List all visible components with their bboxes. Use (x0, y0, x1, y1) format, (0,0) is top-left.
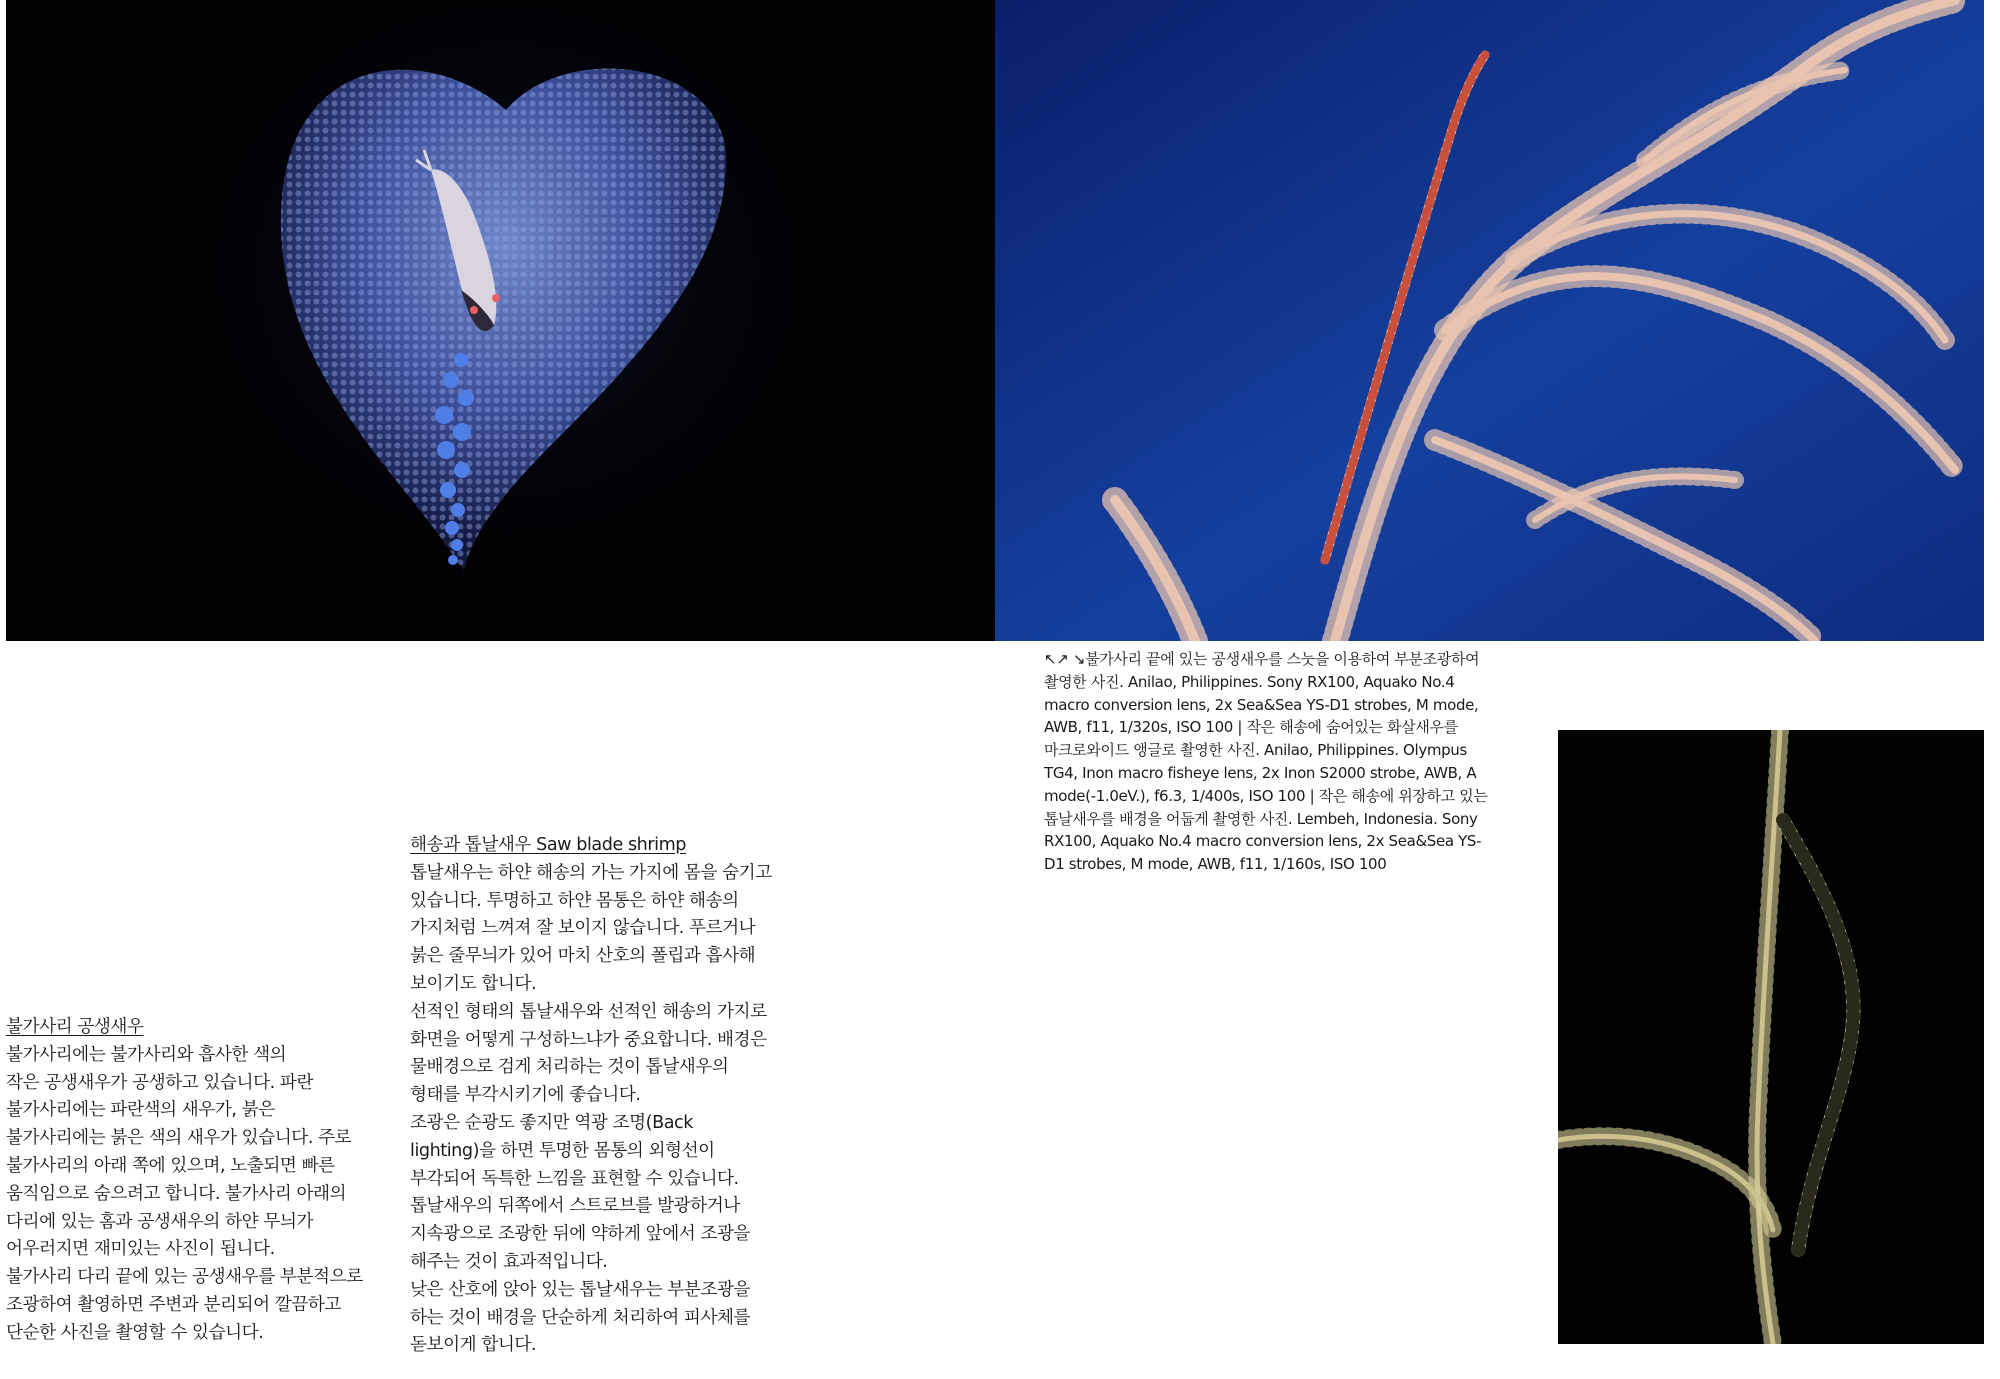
sea-whip-shrimp-photo (995, 0, 1984, 641)
caption-line: TG4, Inon macro fisheye lens, 2x Inon S2000 strobe, AWB, A (1044, 763, 1477, 782)
article-line: 단순한 사진을 촬영할 수 있습니다. (6, 1322, 264, 1343)
article-line: 보이기도 합니다. (410, 973, 537, 994)
article-line: 물배경으로 검게 처리하는 것이 톱날새우의 (410, 1057, 729, 1078)
article-heading: 해송과 톱날새우 Saw blade shrimp (410, 835, 687, 855)
caption-line: 불가사리 끝에 있는 공생새우를 스눗을 이용하여 부분조광하여 (1085, 650, 1480, 668)
starfish-shrimp-article (6, 1014, 386, 1348)
starfish-shrimp-photo (6, 0, 995, 641)
article-line: 불가사리에는 붉은 색의 새우가 있습니다. 주로 (6, 1128, 352, 1149)
whip-shrimp-photo (1558, 730, 1984, 1344)
article-line: 움직임으로 숨으려고 합니다. 불가사리 아래의 (6, 1183, 347, 1204)
caption-line: 톱날새우를 배경을 어둡게 촬영한 사진. Lembeh, Indonesia. Sony (1044, 809, 1478, 828)
caption-line: 촬영한 사진. Anilao, Philippines. Sony RX100, Aquako No.4 (1044, 672, 1455, 691)
article-line: 톱날새우의 뒤쪽에서 스트로브를 발광하거나 (410, 1196, 740, 1217)
article-line: 낮은 산호에 앉아 있는 톱날새우는 부분조광을 (410, 1279, 751, 1300)
article-line: 하는 것이 배경을 단순하게 처리하여 피사체를 (410, 1307, 751, 1328)
caption-line: mode(-1.0eV.), f6.3, 1/400s, ISO 100 | 작은 해송에 위장하고 있는 (1044, 786, 1488, 805)
photo-caption (1044, 648, 1520, 876)
article-heading: 불가사리 공생새우 (6, 1017, 144, 1037)
article-line: 있습니다. 투명하고 하얀 몸통은 하얀 해송의 (410, 890, 739, 911)
article-line: 붉은 줄무늬가 있어 마치 산호의 폴립과 흡사해 (410, 946, 756, 967)
caption-line: 마크로와이드 앵글로 촬영한 사진. Anilao, Philippines. Olympus (1044, 741, 1467, 760)
article-line: 화면을 어떻게 구성하느냐가 중요합니다. 배경은 (410, 1029, 767, 1050)
caption-line: RX100, Aquako No.4 macro conversion lens, 2x Sea&Sea YS- (1044, 832, 1482, 851)
article-line: 지속광으로 조광한 뒤에 약하게 앞에서 조광을 (410, 1224, 751, 1245)
article-line: 작은 공생새우가 공생하고 있습니다. 파란 (6, 1072, 313, 1093)
caption-arrows: ↖↗ ↘ (1044, 650, 1086, 668)
article-line: 부각되어 독특한 느낌을 표현할 수 있습니다. (410, 1168, 739, 1189)
article-line: 조광하여 촬영하면 주변과 분리되어 깔끔하고 (6, 1294, 341, 1315)
caption-line: AWB, f11, 1/320s, ISO 100 | 작은 해송에 숨어있는 화살새우를 (1044, 718, 1458, 737)
article-line: 톱날새우는 하얀 해송의 가는 가지에 몸을 숨기고 (410, 862, 772, 883)
article-line: 불가사리 다리 끝에 있는 공생새우를 부분적으로 (6, 1267, 363, 1288)
article-line: 선적인 형태의 톱날새우와 선적인 해송의 가지로 (410, 1001, 767, 1022)
caption-line: macro conversion lens, 2x Sea&Sea YS-D1 strobes, M mode, (1044, 695, 1479, 714)
article-line: 가지처럼 느껴져 잘 보이지 않습니다. 푸르거나 (410, 918, 756, 939)
article-line: 해주는 것이 효과적입니다. (410, 1251, 608, 1272)
article-line: 불가사리의 아래 쪽에 있으며, 노출되면 빠른 (6, 1155, 335, 1176)
article-line: 조광은 순광도 좋지만 역광 조명(Back (410, 1112, 693, 1133)
article-line: 다리에 있는 홈과 공생새우의 하얀 무늬가 (6, 1211, 313, 1232)
article-line: lighting)을 하면 투명한 몸통의 외형선이 (410, 1140, 715, 1161)
article-line: 돋보이게 합니다. (410, 1335, 537, 1356)
saw-blade-shrimp-article (410, 832, 800, 1360)
article-line: 불가사리에는 파란색의 새우가, 붉은 (6, 1100, 275, 1121)
caption-line: D1 strobes, M mode, AWB, f11, 1/160s, ISO 100 (1044, 855, 1387, 874)
article-line: 형태를 부각시키기에 좋습니다. (410, 1085, 641, 1106)
article-line: 불가사리에는 불가사리와 흡사한 색의 (6, 1044, 287, 1065)
article-line: 어우러지면 재미있는 사진이 됩니다. (6, 1239, 275, 1260)
